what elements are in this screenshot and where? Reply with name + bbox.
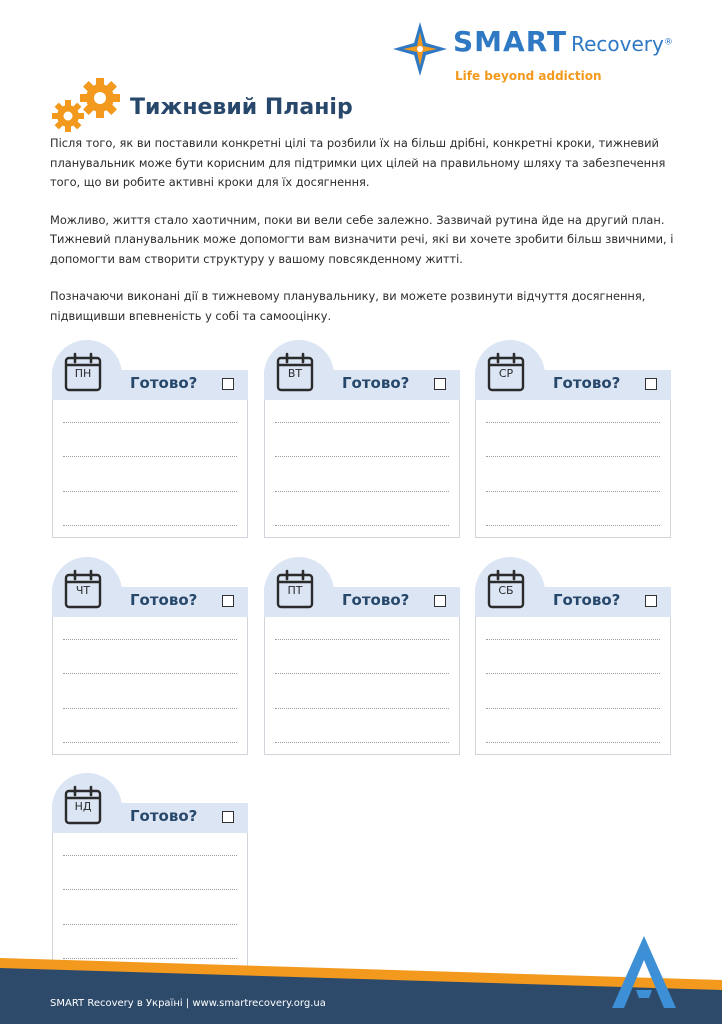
done-checkbox[interactable]: [434, 595, 446, 607]
write-line[interactable]: [275, 639, 449, 640]
write-line[interactable]: [275, 456, 449, 457]
done-label: Готово?: [342, 591, 410, 609]
day-card-2: [264, 340, 460, 538]
write-line[interactable]: [63, 639, 237, 640]
logo-tagline: Life beyond addiction: [455, 69, 602, 83]
write-line[interactable]: [275, 673, 449, 674]
day-abbreviation: ПН: [74, 367, 92, 380]
logo-smart: SMART: [453, 25, 568, 58]
day-abbreviation: ВТ: [287, 367, 303, 380]
footer-text: SMART Recovery в Україні | www.smartrecovery.org.ua: [50, 998, 326, 1009]
write-line[interactable]: [63, 491, 237, 492]
write-line[interactable]: [486, 422, 660, 423]
done-checkbox[interactable]: [222, 595, 234, 607]
day-card-6: [475, 557, 671, 755]
done-label: Готово?: [130, 807, 198, 825]
write-line[interactable]: [275, 422, 449, 423]
write-line[interactable]: [275, 742, 449, 743]
compass-star-icon: [393, 22, 447, 76]
card-body: [52, 617, 248, 755]
intro-text: [50, 134, 678, 344]
done-label: Готово?: [130, 591, 198, 609]
registered-mark: ®: [663, 37, 673, 48]
day-abbreviation: СБ: [498, 584, 514, 597]
write-line[interactable]: [275, 491, 449, 492]
card-body: [264, 400, 460, 538]
write-line[interactable]: [486, 491, 660, 492]
done-label: Готово?: [130, 374, 198, 392]
day-abbreviation: СР: [498, 367, 514, 380]
write-line[interactable]: [63, 855, 237, 856]
card-body: [475, 400, 671, 538]
logo-recovery: Recovery: [571, 32, 664, 56]
card-body: [475, 617, 671, 755]
intro-paragraph-2: Можливо, життя стало хаотичним, поки ви вели себе залежно. Зазвичай рутина йде на другий план. Тижневий планувальник може допомогти вам визначити речі, які ви хочете зробити більш звичними, і допомогти вам створити структуру у вашому повсякденному житті.: [50, 212, 674, 266]
logo-wordmark: [453, 25, 673, 58]
card-body: [52, 400, 248, 538]
write-line[interactable]: [63, 525, 237, 526]
intro-paragraph-3: Позначаючи виконані дії в тижневому планувальнику, ви можете розвинути відчуття досягнення, підвищивши впевненість у собі та самооцінку.: [50, 289, 646, 323]
done-label: Готово?: [553, 591, 621, 609]
day-abbreviation: НД: [74, 800, 92, 813]
write-line[interactable]: [63, 742, 237, 743]
write-line[interactable]: [486, 708, 660, 709]
day-card-4: [52, 557, 248, 755]
gears-icon: [52, 78, 122, 134]
day-card-1: [52, 340, 248, 538]
write-line[interactable]: [486, 742, 660, 743]
write-line[interactable]: [275, 525, 449, 526]
done-checkbox[interactable]: [222, 378, 234, 390]
write-line[interactable]: [63, 708, 237, 709]
day-card-5: [264, 557, 460, 755]
write-line[interactable]: [63, 673, 237, 674]
done-checkbox[interactable]: [434, 378, 446, 390]
write-line[interactable]: [486, 525, 660, 526]
footer-a-icon: [612, 936, 676, 1008]
write-line[interactable]: [275, 708, 449, 709]
write-line[interactable]: [486, 639, 660, 640]
done-checkbox[interactable]: [222, 811, 234, 823]
done-label: Готово?: [342, 374, 410, 392]
page-title: Тижневий Планір: [130, 95, 353, 120]
write-line[interactable]: [486, 456, 660, 457]
day-abbreviation: ПТ: [287, 584, 303, 597]
done-label: Готово?: [553, 374, 621, 392]
done-checkbox[interactable]: [645, 378, 657, 390]
write-line[interactable]: [63, 422, 237, 423]
done-checkbox[interactable]: [645, 595, 657, 607]
day-card-3: [475, 340, 671, 538]
day-abbreviation: ЧТ: [75, 584, 91, 597]
write-line[interactable]: [63, 456, 237, 457]
write-line[interactable]: [63, 889, 237, 890]
logo: [393, 22, 703, 92]
write-line[interactable]: [486, 673, 660, 674]
card-body: [264, 617, 460, 755]
intro-paragraph-1: Після того, як ви поставили конкретні цілі та розбили їх на більш дрібні, конкретні кроки, тижневий планувальник може бути корисним для підтримки цих цілей на правильному шляху та забезпечення того, що ви робите активні кроки для їх досягнення.: [50, 136, 666, 189]
